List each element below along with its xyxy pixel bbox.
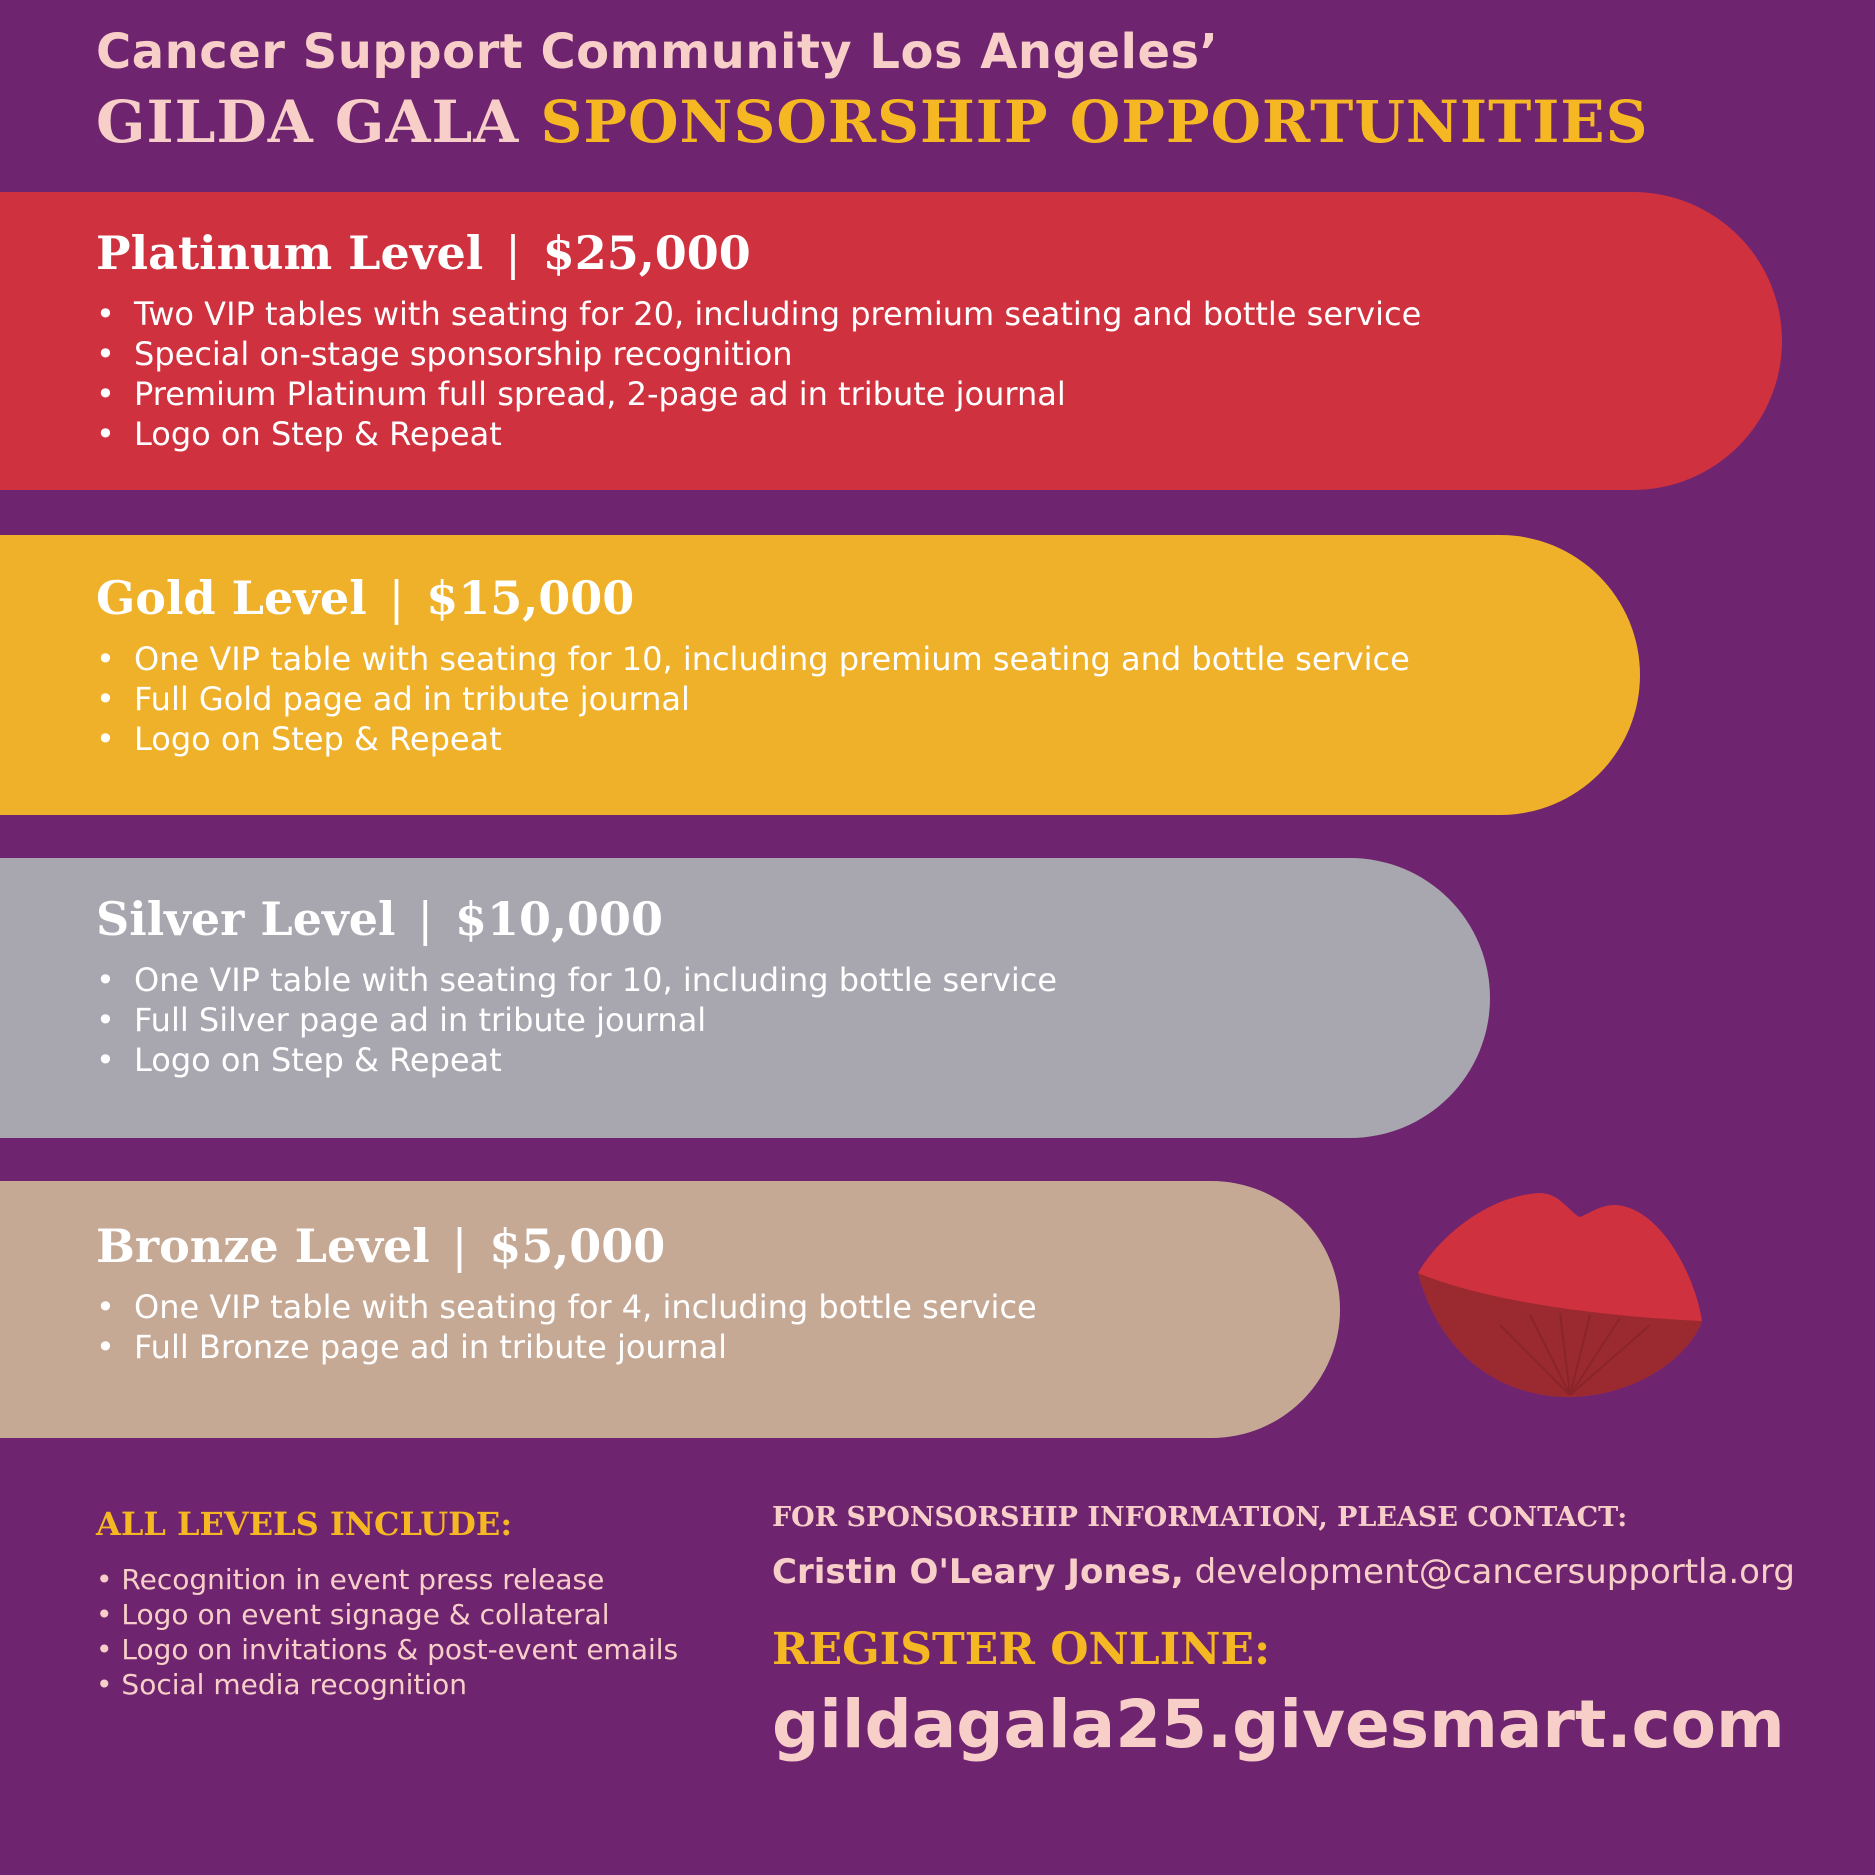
include-item: • Social media recognition [96,1667,678,1702]
title-sponsorship: SPONSORSHIP OPPORTUNITIES [540,88,1649,156]
benefit-item: • Full Silver page ad in tribute journal [96,1000,1490,1040]
contact-title: FOR SPONSORSHIP INFORMATION, PLEASE CONTACT: [772,1502,1628,1533]
benefit-list [96,1287,1340,1367]
benefit-list [96,639,1640,759]
benefit-list [96,294,1782,454]
contact-name: Cristin O'Leary Jones, [772,1552,1184,1592]
level-name: Gold Level [96,571,367,625]
level-separator: | [388,571,405,625]
all-levels-include-title: ALL LEVELS INCLUDE: [96,1505,513,1543]
level-separator: | [451,1219,468,1273]
level-name: Bronze Level [96,1219,430,1273]
benefit-item: • Special on-stage sponsorship recognition [96,334,1782,374]
include-item: • Logo on event signage & collateral [96,1597,678,1632]
benefit-item: • One VIP table with seating for 10, including premium seating and bottle service [96,639,1640,679]
register-url-link[interactable]: gildagala25.givesmart.com [772,1686,1785,1763]
benefit-item: • Premium Platinum full spread, 2-page ad in tribute journal [96,374,1782,414]
platinum-level-band [0,192,1782,490]
benefit-list [96,960,1490,1080]
benefit-item: • Full Bronze page ad in tribute journal [96,1327,1340,1367]
level-price: $10,000 [455,892,664,946]
include-item: • Recognition in event press release [96,1562,678,1597]
lips-icon [1410,1185,1710,1415]
level-separator: | [417,892,433,946]
include-item: • Logo on invitations & post-event emails [96,1632,678,1667]
level-heading [96,571,1640,625]
benefit-item: • Logo on Step & Repeat [96,719,1640,759]
organization-subtitle: Cancer Support Community Los Angeles’ [96,24,1219,80]
level-price: $25,000 [542,226,751,280]
register-title: REGISTER ONLINE: [772,1624,1271,1675]
benefit-item: • Two VIP tables with seating for 20, including premium seating and bottle service [96,294,1782,334]
level-price: $5,000 [489,1219,666,1273]
level-heading [96,892,1490,946]
contact-line [772,1552,1795,1592]
silver-level-band [0,858,1490,1138]
benefit-item: • Logo on Step & Repeat [96,414,1782,454]
level-heading [96,1219,1340,1273]
level-name: Silver Level [96,892,396,946]
benefit-item: • One VIP table with seating for 4, including bottle service [96,1287,1340,1327]
level-separator: | [505,226,521,280]
benefit-item: • One VIP table with seating for 10, including bottle service [96,960,1490,1000]
benefit-item: • Full Gold page ad in tribute journal [96,679,1640,719]
level-price: $15,000 [426,571,635,625]
gold-level-band [0,535,1640,815]
contact-email-link[interactable]: development@cancersupportla.org [1194,1552,1795,1592]
all-levels-include-list [96,1562,678,1702]
level-name: Platinum Level [96,226,484,280]
level-heading [96,226,1782,280]
bronze-level-band [0,1181,1340,1438]
title-gilda-gala: GILDA GALA [96,88,520,156]
page-title [96,88,1648,156]
benefit-item: • Logo on Step & Repeat [96,1040,1490,1080]
